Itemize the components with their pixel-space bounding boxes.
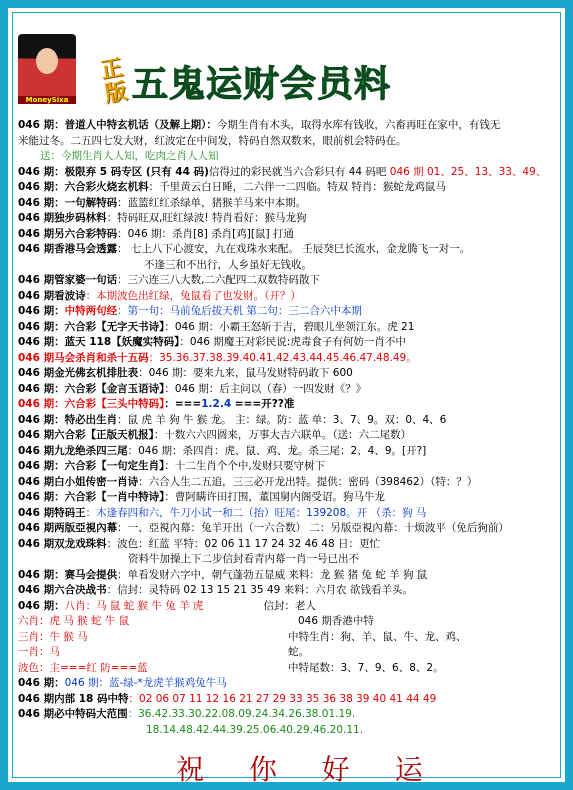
zodiac-picks [18,614,288,676]
issue-label: 046 期 [18,367,55,379]
hk-zodiac-cont: 蛇。 [288,646,309,658]
issue-label: 046 期： [18,336,65,348]
section-title: 另六合彩特码 [54,227,118,240]
issue-label: 046 期 [18,708,55,720]
line-4 [18,196,566,212]
section-title: 特码王 [54,506,86,519]
issue-label: 046 期： [18,181,65,193]
line-21 [18,475,566,491]
line-3 [18,180,566,196]
section-text: ：=== [164,398,202,410]
line-1c [18,149,566,165]
section-title: 双龙戏珠料 [54,537,107,550]
section-title: 六合彩【三头中特码】 [64,398,165,410]
section-title: 蓝天 118【妖魔实特码】 [64,336,180,348]
section-text: 送：今期生肖人人知，吃肉之肖人人知 [40,150,219,162]
section-text: ：曹阿瞒许田打围，董国舅内阁受诏。狗马牛龙 [164,491,385,503]
line-15 [18,382,566,398]
section-title: 六合彩火烧玄机料 [64,181,149,193]
issue-label: 046 期 [18,274,55,286]
line-18 [18,428,566,444]
section-text: ：波色：红蓝 平特：02 06 11 17 24 32 46 48 日：更忙 [106,537,381,550]
line-22 [18,490,566,506]
line-23 [18,506,566,522]
six-zodiac: 六肖：虎 马 猴 蛇 牛 鼠 [18,615,130,627]
section-title: 九龙绝杀四三尾 [54,444,128,457]
issue-label: 046 期： [18,491,65,503]
line-25 [18,537,566,553]
section-text: ： 七上八下心渡安，九在戏珠水来配。 壬辰癸巳长流水，金龙腾飞一对一。 [117,243,471,255]
issue-label: 046 期： [18,119,65,131]
issue-label: 046 期 [18,522,55,534]
section-text: 信封：老人 [263,599,316,612]
one-zodiac: 一肖：马 [18,646,60,658]
section-title: 看波诗 [54,289,86,302]
line-27 [18,583,566,599]
issue-label: 046 期： [18,165,65,178]
section-text: ：十数六六四圆来，万事大吉六联单。（送：六二尾数） [153,429,412,441]
line-12 [18,335,566,351]
line-35 [18,707,566,723]
line-7 [18,242,566,258]
section-text: ：一、亞視內幕：兔羊开出（一六合数） 二：另版亞視內幕：十烦波平（免后狗前） [117,522,509,534]
section-text: ：046 期：杀肖[8] 杀肖[鸡][鼠] 打通 [117,227,294,240]
issue-label: 046 期 [18,475,55,488]
hk-special [288,614,548,676]
issue-label: 046 期 [18,692,55,705]
issue-label: 046 期： [18,196,65,209]
hk-tail: 中特尾数：3、7、9、6、8、2。 [288,661,444,674]
section-title: 白小姐传密一肖诗 [54,475,139,488]
section-text: 信得过的彩民就当六合彩只有 44 码吧 [208,165,387,178]
section-text: ：046 期魔王对彩民说:虎毒食子有何妨一肖不中 [179,336,406,348]
line-35b [18,723,566,739]
photo-caption: MoneySixa [18,96,76,104]
three-zodiac: 三肖：牛 猴 马 [18,630,88,643]
section-title: 赛马会提供 [64,568,118,581]
line-10 [18,304,566,320]
section-text: ：046 期：小霸王怒斩于吉，碧眼儿坐领江东。虎 21 [164,320,415,333]
line-28 [18,599,566,615]
line-13 [18,351,566,367]
section-title: 六合彩【一肖中特诗】 [64,491,165,503]
portrait-photo [18,34,76,104]
line-6 [18,227,566,243]
section-text: ：六合人生二五追，三三必开龙出特。提供：密码（398462）（特：？） [138,475,478,488]
section-title: 046 期马会杀肖和杀十五码 [18,351,149,364]
seal-logo: 正版 [98,55,130,108]
issue-label: 046 期 [18,584,55,596]
issue-label: 046 期： [18,382,65,395]
section-text: ：蓝篮红红杀绿单，猪猴羊马来中本期。 [117,196,307,209]
range-numbers: ：36.42.33.30.22.08.09.24.34.26.38.01.19. [127,708,356,720]
range-numbers: 18.14.48.42.44.39.25.06.40.29.46.20.11. [146,723,364,736]
section-title: 必中特码大范围 [54,708,128,720]
split-block [18,614,566,676]
kill-numbers: 046 期 01、25、13、33、49、 [389,165,547,178]
content-body [18,118,566,738]
face-icon [36,48,58,74]
eight-zodiac: 八肖：马 鼠 蛇 猴 牛 兔 羊 虎 [64,599,204,612]
header [14,28,554,112]
issue-label: 046 期 [18,243,55,255]
section-text: ：046 期：杀四肖：虎、鼠、鸡、龙。杀三尾：2、4、9。[开?] [127,444,427,457]
eighteen-numbers: ：02 06 07 11 12 16 21 27 29 33 35 36 38 39 40 41 44 49 [128,692,437,705]
section-title: 内部 18 码中特 [54,692,129,705]
section-title: 六合彩【金言玉语诗】 [64,382,165,395]
issue-label: 046 期 [18,289,55,302]
line-25b [18,552,566,568]
section-title: 六合决战书 [54,584,107,596]
section-text: ：046 期：要来九来，鼠马发财特码敢下 600 [138,367,353,379]
issue-label: 046 期： [18,413,65,426]
issue-label: 046 期 [18,429,55,441]
line-1 [18,118,566,134]
section-title: 极限弃 5 码专区 (只有 44 码) [64,165,209,178]
section-text: 046 期：蓝-绿-*龙虎羊猴鸡兔牛马 [64,677,227,689]
issue-label: 046 期： [18,460,65,472]
line-2 [18,165,566,181]
line-8 [18,273,566,289]
issue-label: 046 期： [18,305,65,317]
hk-zodiac: 中特生肖：狗、羊、鼠、牛、龙、鸡、 [288,630,467,643]
section-text: ：三六连三八大数,二六配四二双数特码散下 [117,274,320,286]
line-34 [18,692,566,708]
line-20 [18,459,566,475]
section-title: 特必出生肖 [64,413,118,426]
line-9 [18,289,566,305]
section-title: 六合彩【无字天书诗】 [64,320,165,333]
section-text: ：特码旺双,旺红绿波! 特肖看好：猴马龙狗 [106,212,307,224]
section-text: 资料牛加操上下二步信封看青内幕一肖一号已出不 [128,553,359,565]
issue-label: 046 期 [18,506,55,519]
line-17 [18,413,566,429]
section-text: ：本期波色出红绿，兔鼠看了也发财。（开？） [85,289,301,302]
section-title: 普道人中特玄机话（及解上期）： [64,119,217,131]
three-head-numbers: 1.2.4 [201,398,232,410]
section-text: 今期生肖有木头，取得水库有钱收，六畜再旺在家中，有钱无 [216,119,501,131]
hk-title: 046 期香港中特 [298,615,374,627]
signature: 祝 你 好 运 [176,753,441,786]
section-title: 金光佛玄机排肚表 [54,367,139,379]
section-title: 管家婆一句话 [54,274,118,286]
section-title: 独步码林料 [54,212,107,224]
issue-label: 046 期 [18,444,55,457]
section-title: 中特两句经 [64,305,118,317]
line-5 [18,211,566,227]
section-title: 两版亞視內幕 [54,522,118,534]
section-text: ===开??准 [231,398,295,410]
line-1b [18,134,566,150]
section-text: ：千里黄云白日睡，二六伴一二四临。特双 特肖：猴蛇龙鸡鼠马 [148,181,446,193]
wave-color: 波色：主===红 防===蓝 [18,661,148,674]
issue-label: 046 期 [18,212,55,224]
section-text: ：信封：灵特码 02 13 15 21 35 49 来料：六月农 欲钱看羊头。 [106,584,413,596]
line-16 [18,397,566,413]
section-text: ：十二生肖个个中,发财只要守树下 [164,460,326,472]
issue-label: 046 期： [18,677,65,689]
section-text: 不逢三和不出行，人乡虽好无钱收。 [144,258,312,271]
section-title: 一句解特码 [64,196,118,209]
issue-label: 046 期： [18,568,65,581]
line-24 [18,521,566,537]
page-title: 五鬼运财会员料 [132,64,392,105]
line-33 [18,676,566,692]
section-title: 六合彩【一句定生肖】 [64,460,165,472]
issue-label: 046 期： [18,320,65,333]
issue-label: 046 期： [18,599,65,612]
line-19 [18,444,566,460]
section-text: ：046 期：后主问以（春）一四发财《？》 [164,382,367,395]
section-title: 六合彩【正版天机报】 [54,429,154,441]
issue-label: 046 期 [18,227,55,240]
section-text: 米能过冬。二五四七发大财，红波定在中间发，特码自然双数来，眼前机会特码在。 [18,134,407,147]
line-26 [18,568,566,584]
section-text: ：鼠 虎 羊 狗 牛 猴 龙。 主：绿。防：蓝 单：3、7、9。双：0、4、6 [117,413,447,426]
line-14 [18,366,566,382]
kill-numbers: ：35.36.37.38.39.40.41.42.43.44.45.46.47.48.49。 [148,351,417,364]
section-text: ：第一句：马前兔后拔天机 第二句：三二合六中本期 [117,305,362,317]
issue-label: 046 期 [18,537,55,550]
line-11 [18,320,566,336]
line-7b [18,258,566,274]
section-text: ：木逢春四和六，牛刀小试一和二（抬）旺尾：139208。开 （杀：狗 马 [85,506,427,519]
section-text: ：单看发财六字中，朝气蓬勃五显威 来料：龙 猴 猪 兔 蛇 羊 狗 鼠 [117,568,428,581]
issue-label: 046 期： [18,398,65,410]
section-title: 香港马会透露 [54,243,118,255]
